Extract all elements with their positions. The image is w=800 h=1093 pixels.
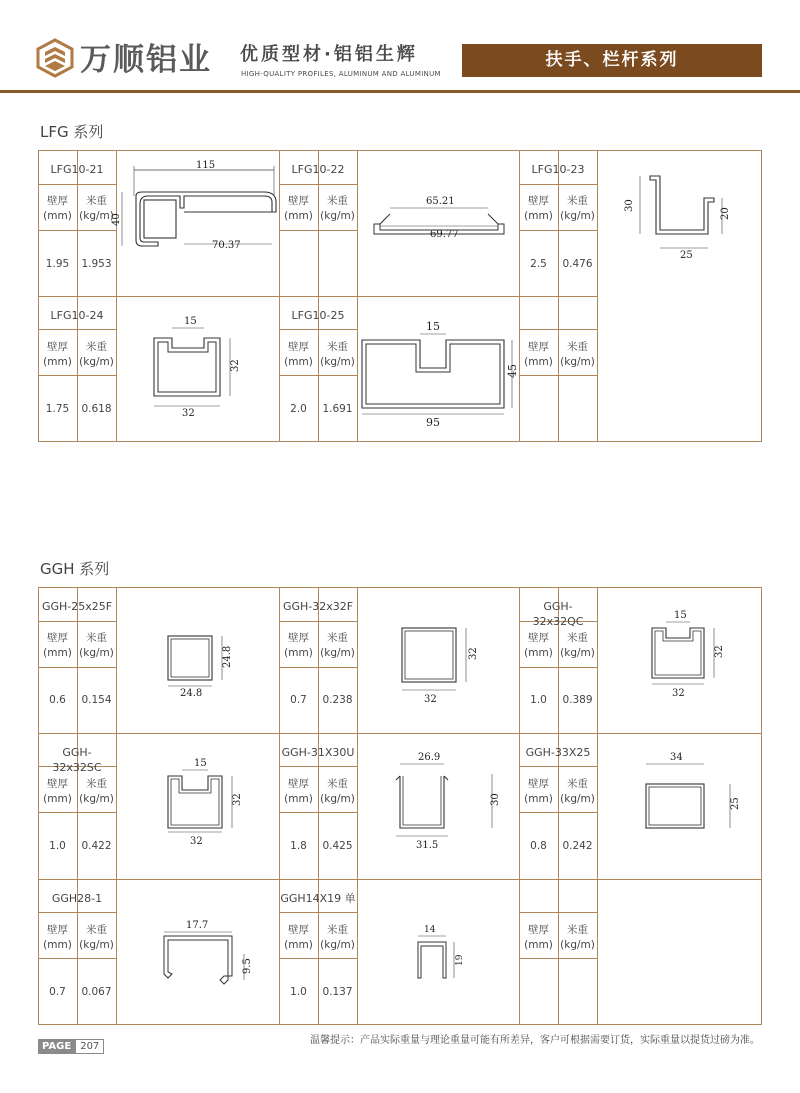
wall-thickness-label: 壁厚 (mm) xyxy=(524,195,553,222)
logo-mark-icon xyxy=(36,38,74,78)
dim-label: 32 xyxy=(714,645,725,658)
dim-label: 15 xyxy=(184,316,197,327)
dim-label: 32 xyxy=(232,793,243,806)
thickness-value: 1.0 xyxy=(530,694,547,706)
product-name: LFG10-24 xyxy=(50,309,104,322)
wall-thickness-label: 壁厚 (mm) xyxy=(524,341,553,368)
profile-drawing-lfg10-21 xyxy=(111,156,280,251)
dim-label: 70.37 xyxy=(212,240,241,251)
weight-label: 米重 (kg/m) xyxy=(79,924,114,951)
weight-value: 0.238 xyxy=(322,694,353,706)
product-name: GGH-32x32QC xyxy=(532,600,584,628)
wall-thickness-label: 壁厚 (mm) xyxy=(524,778,553,805)
wall-thickness-label: 壁厚 (mm) xyxy=(43,341,72,368)
weight-label: 米重 (kg/m) xyxy=(320,778,355,805)
weight-value: 0.618 xyxy=(81,403,112,415)
weight-value: 0.389 xyxy=(562,694,593,706)
profile-drawing-lfg10-22 xyxy=(364,186,514,248)
profile-drawing-ggh-32x32sc xyxy=(154,752,254,848)
dim-label: 25 xyxy=(680,250,693,261)
wall-thickness-label: 壁厚 (mm) xyxy=(43,924,72,951)
weight-label: 米重 (kg/m) xyxy=(320,924,355,951)
thickness-value: 1.75 xyxy=(45,403,70,415)
thickness-value: 1.8 xyxy=(290,840,307,852)
profile-drawing-ggh-32x32f xyxy=(392,618,492,708)
thickness-value: 1.95 xyxy=(45,258,70,270)
wall-thickness-label: 壁厚 (mm) xyxy=(284,778,313,805)
dim-label: 15 xyxy=(426,320,440,333)
dim-label: 115 xyxy=(196,160,216,171)
dim-label: 9.5 xyxy=(242,958,253,974)
weight-label: 米重 (kg/m) xyxy=(560,778,595,805)
brand-name: 万顺铝业 xyxy=(80,42,212,78)
dim-label: 34 xyxy=(670,752,683,763)
dim-label: 32 xyxy=(424,694,437,705)
weight-value: 0.476 xyxy=(562,258,593,270)
page-indicator xyxy=(38,1039,104,1054)
dim-label: 20 xyxy=(720,207,731,220)
product-name: GGH-32x32F xyxy=(282,600,354,613)
weight-label: 米重 (kg/m) xyxy=(560,924,595,951)
weight-label: 米重 (kg/m) xyxy=(560,632,595,659)
dim-label: 69.77 xyxy=(430,229,459,240)
wall-thickness-label: 壁厚 (mm) xyxy=(524,632,553,659)
profile-drawing-lfg10-25 xyxy=(358,314,522,430)
profile-drawing-lfg10-24 xyxy=(140,312,250,424)
thickness-value: 0.7 xyxy=(290,694,307,706)
product-name: LFG10-21 xyxy=(50,163,104,176)
dim-label: 26.9 xyxy=(418,752,441,763)
weight-value: 1.691 xyxy=(322,403,353,415)
thickness-value: 1.0 xyxy=(290,986,307,998)
dim-label: 15 xyxy=(674,610,687,621)
weight-value: 0.154 xyxy=(81,694,112,706)
header-rule xyxy=(0,90,800,93)
product-name: GGH-33X25 xyxy=(525,746,591,759)
dim-label: 95 xyxy=(426,416,440,429)
slogan-english: HIGH-QUALITY PROFILES, ALUMINUM AND ALUMINUM xyxy=(241,70,441,78)
weight-value: 1.953 xyxy=(81,258,112,270)
weight-label: 米重 (kg/m) xyxy=(320,195,355,222)
profile-drawing-ggh28-1 xyxy=(150,914,260,994)
thickness-value: 0.7 xyxy=(49,986,66,998)
dim-label: 32 xyxy=(182,408,195,419)
dim-label: 30 xyxy=(490,793,501,806)
thickness-value: 2.5 xyxy=(530,258,547,270)
profile-drawing-lfg10-23 xyxy=(618,168,748,262)
weight-label: 米重 (kg/m) xyxy=(79,195,114,222)
weight-label: 米重 (kg/m) xyxy=(79,341,114,368)
weight-label: 米重 (kg/m) xyxy=(320,632,355,659)
dim-label: 24.8 xyxy=(222,645,233,668)
wall-thickness-label: 壁厚 (mm) xyxy=(43,778,72,805)
dim-label: 14 xyxy=(424,925,436,935)
page-number: 207 xyxy=(75,1039,104,1054)
series-banner: 扶手、栏杆系列 xyxy=(462,44,762,77)
weight-value: 0.422 xyxy=(81,840,112,852)
weight-value: 0.425 xyxy=(322,840,353,852)
dim-label: 65.21 xyxy=(426,196,455,207)
wall-thickness-label: 壁厚 (mm) xyxy=(524,924,553,951)
dim-label: 32 xyxy=(468,647,479,660)
wall-thickness-label: 壁厚 (mm) xyxy=(284,195,313,222)
profile-drawing-ggh14x19 xyxy=(406,920,476,990)
profile-drawing-ggh-25x25f xyxy=(154,624,244,704)
product-name: LFG10-25 xyxy=(291,309,345,322)
thickness-value: 0.6 xyxy=(49,694,66,706)
dim-label: 45 xyxy=(506,364,519,378)
dim-label: 15 xyxy=(194,758,207,769)
dim-label: 17.7 xyxy=(186,920,209,931)
section-title-lfg: LFG 系列 xyxy=(40,123,104,141)
dim-label: 25 xyxy=(730,797,741,810)
profile-drawing-ggh-32x32qc xyxy=(640,606,750,702)
dim-label: 31.5 xyxy=(416,840,439,851)
product-name: LFG10-23 xyxy=(531,163,585,176)
wall-thickness-label: 壁厚 (mm) xyxy=(43,632,72,659)
product-name: GGH-31X30U xyxy=(281,746,355,759)
wall-thickness-label: 壁厚 (mm) xyxy=(284,341,313,368)
profile-drawing-ggh-31x30u xyxy=(382,746,512,856)
weight-label: 米重 (kg/m) xyxy=(560,341,595,368)
wall-thickness-label: 壁厚 (mm) xyxy=(284,632,313,659)
product-name: LFG10-22 xyxy=(291,163,345,176)
dim-label: 19 xyxy=(455,954,465,966)
weight-label: 米重 (kg/m) xyxy=(79,778,114,805)
page-label: PAGE xyxy=(38,1039,75,1054)
dim-label: 32 xyxy=(672,688,685,699)
product-name: GGH-32x32SC xyxy=(52,746,102,774)
footer-note: 温馨提示：产品实际重量与理论重量可能有所差异，客户可根据需要订货，实际重量以提货过磅为准。 xyxy=(310,1035,760,1046)
thickness-value: 0.8 xyxy=(530,840,547,852)
thickness-value: 1.0 xyxy=(49,840,66,852)
dim-label: 24.8 xyxy=(180,688,203,699)
dim-label: 32 xyxy=(190,836,203,847)
wall-thickness-label: 壁厚 (mm) xyxy=(284,924,313,951)
thickness-value: 2.0 xyxy=(290,403,307,415)
weight-value: 0.067 xyxy=(81,986,112,998)
slogan: 优质型材·铝铝生辉 xyxy=(240,44,418,65)
product-name: GGH28-1 xyxy=(51,892,103,905)
dim-label: 30 xyxy=(624,199,635,212)
weight-value: 0.137 xyxy=(322,986,353,998)
weight-label: 米重 (kg/m) xyxy=(79,632,114,659)
profile-drawing-ggh-33x25 xyxy=(640,748,752,838)
dim-label: 40 xyxy=(111,213,122,226)
weight-label: 米重 (kg/m) xyxy=(560,195,595,222)
section-title-ggh: GGH 系列 xyxy=(40,560,110,578)
product-name: GGH14X19 单 xyxy=(280,892,356,905)
weight-label: 米重 (kg/m) xyxy=(320,341,355,368)
weight-value: 0.242 xyxy=(562,840,593,852)
dim-label: 32 xyxy=(230,359,241,372)
product-name: GGH-25x25F xyxy=(41,600,113,613)
wall-thickness-label: 壁厚 (mm) xyxy=(43,195,72,222)
